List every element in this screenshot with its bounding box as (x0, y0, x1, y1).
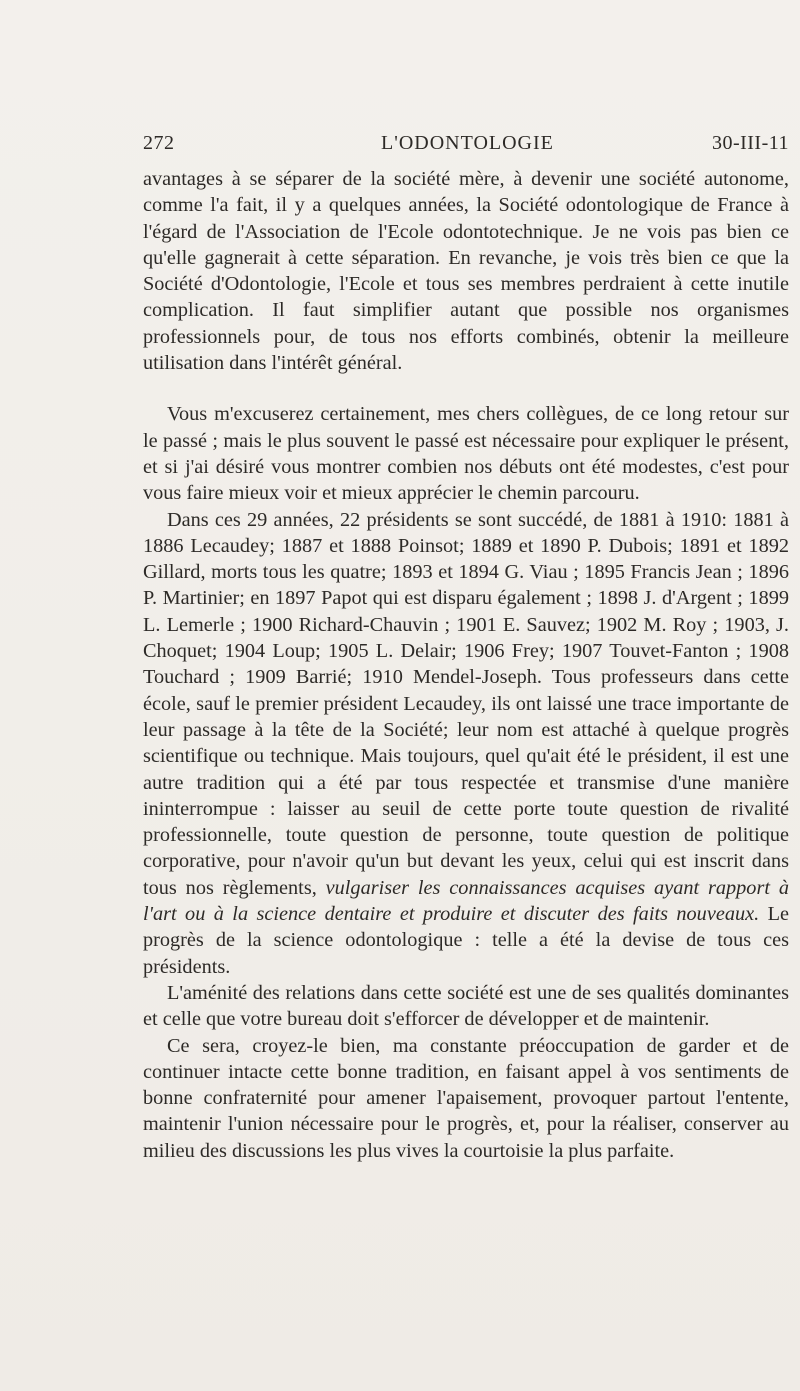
page-number: 272 (143, 132, 175, 154)
paragraph-3 (143, 507, 789, 980)
paragraph-5: Ce sera, croyez-le bien, ma constante préoccupation de garder et de continuer intacte cette bonne tradition, en faisant appel à vos sentiments de bonne confraternité pour amener l'apaisement, provoquer partout l'entente, maintenir l'union nécessaire pour le progrès, et, pour la réaliser, conserver au milieu des discussions les plus vives la courtoisie la plus parfaite. (143, 1034, 789, 1162)
paragraph-3-text-after: Le progrès de la science odontologique : telle a été la devise de tous ces présidents. (143, 903, 789, 978)
paragraph-3-italic-quote: vulgariser les connaissances acquises ayant rapport à l'art ou à la science dentaire et produire et discuter des faits nouveaux. (143, 876, 789, 926)
paragraph-3-text: Dans ces 29 années, 22 présidents se sont succédé, de 1881 à 1910: 1881 à 1886 Lecaudey; 1887 et 1888 Poinsot; 1889 et 1890 P. Dubois; 1891 et 1892 Gillard, morts tous les quatre; 1893 et 1894 G. Viau ; 1895 Francis Jean ; 1896 P. Martinier; en 1897 Papot qui est disparu également ; 1898 J. d'Argent ; 1899 L. Lemerle ; 1900 Richard-Chauvin ; 1901 E. Sauvez; 1902 M. Roy ; 1903, J. Choquet; 1904 Loup; 1905 L. Delair; 1906 Frey; 1907 Touvet-Fanton ; 1908 Touchard ; 1909 Barrié; 1910 Mendel-Joseph. Tous professeurs dans cette école, sauf le premier président Lecaudey, ils ont laissé une trace importante de leur passage à la tête de la Société; leur nom est attaché à quelque progrès scientifique ou technique. Mais toujours, quel qu'ait été le président, il est une autre tradition qui a été par tous respectée et transmise d'une manière ininterrompue : laisser au seuil de cette porte toute question de rivalité professionnelle, toute question de personne, toute question de politique corporative, pour n'avoir qu'un but devant les yeux, celui qui est inscrit dans tous nos règlements, (143, 508, 789, 899)
paragraph-2: Vous m'excuserez certainement, mes chers collègues, de ce long retour sur le passé ; mais le plus souvent le passé est nécessaire pour expliquer le présent, et si j'ai désiré vous montrer combien nos débuts ont été modestes, c'est pour vous faire mieux voir et mieux apprécier le chemin parcouru. (143, 403, 789, 505)
running-header (143, 132, 793, 158)
paragraph-1: avantages à se séparer de la société mère, à devenir une société autonome, comme l'a fait, il y a quelques années, la Société odontologique de France à l'égard de l'Association de l'Ecole odontotechnique. Je ne vois pas bien ce qu'elle gagnerait à cette séparation. En revanche, je vois très bien ce que la Société d'Odontologie, l'Ecole et tous ses membres perdraient à cette inutile complication. Il faut simplifier autant que possible nos organismes professionnels pour, de tous nos efforts combinés, obtenir la meilleure utilisation dans l'intérêt général. (143, 168, 789, 375)
paragraph-4: L'aménité des relations dans cette société est une de ses qualités dominantes et celle que votre bureau doit s'efforcer de développer et de maintenir. (143, 981, 789, 1031)
issue-date: 30-III-11 (711, 132, 789, 154)
journal-title: L'ODONTOLOGIE (381, 132, 554, 154)
body-text (143, 166, 789, 1164)
